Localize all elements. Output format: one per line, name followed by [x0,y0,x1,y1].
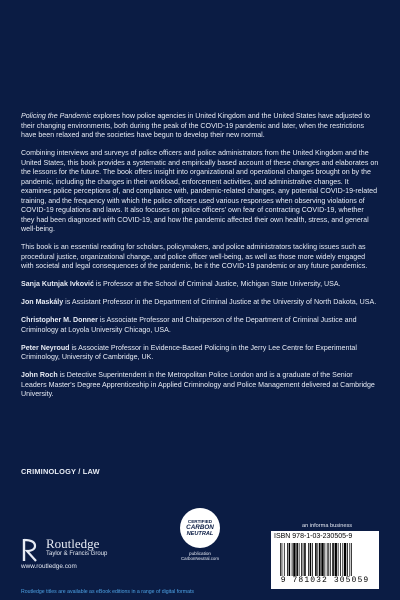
publisher-block [21,537,107,571]
publisher-group: Taylor & Francis Group [46,551,108,557]
carbon-neutral-logo [178,508,222,580]
back-cover-text [21,112,379,408]
subject-category: CRIMINOLOGY / LAW [21,467,100,476]
publisher-url: www.routledge.com [21,563,77,570]
carbon-neutral-publication: publication [189,551,211,556]
author-name: Peter Neyroud [21,343,70,352]
author-bio: Sanja Kutnjak Ivković is Professor at the School of Criminal Justice, Michigan State University, USA. [21,280,341,288]
author-name: Sanja Kutnjak Ivković [21,280,94,288]
book-title: Policing the Pandemic [21,112,92,120]
routledge-logo-icon [21,537,41,563]
author-bio: Jon Maskály is Assistant Professor in the Department of Criminal Justice at the University of North Dakota, USA. [21,298,377,306]
informa-tagline: an informa business [302,523,353,529]
blurb-paragraph-2: Combining interviews and surveys of police officers and police administrators from the United Kingdom and the United States, this book provides a systematic and empirically based account of these changes and elaborates on the lessons for the future. The book offers insight into organizational and operational changes brought on by the pandemic, including the changes in their workload, enforcement activities, and administrative changes. It examines police perceptions of, and compliance with, pandemic-related changes, any potential COVID-19-related training, and the frequency with which the police officers used various responses when observing violations of COVID-19 regulations and laws. It also focuses on police officers' own fear of contracting COVID-19, whether they had been diagnosed with COVID-19, and how the pandemic affected their own health, stress, and general well-being. [21,149,379,233]
carbon-neutral-url: CarbonNeutral.com [180,556,220,561]
isbn-text: ISBN 978-1-03-230505-9 [274,533,353,540]
barcode-digits: 9 781032 305059 [280,576,370,585]
author-name: Jon Maskály [21,298,64,306]
ebook-footer-note: Routledge titles are available as eBook editions in a range of digital formats [21,589,195,595]
author-bio: Christopher M. Donner is Associate Professor and Chairperson of the Department of Criminal Justice and Criminology at Loyola University Chicago, USA. [21,316,357,334]
blurb-paragraph-1: Policing the Pandemic explores how police agencies in United Kingdom and the United States have adjusted to their changing environments, both during the peak of the COVID-19 pandemic and later, when the restrictions have been relaxed and the societies have begun to develop their new normal. [21,112,371,139]
blurb-paragraph-3: This book is an essential reading for scholars, policymakers, and police administrators tackling issues such as procedural justice, organizational change, and police officer well-being, as well as those more widely engaged with societal and legal consequences of the pandemic, be it the COVID-19 pandemic or any future pandemics. [21,243,368,270]
author-name: John Roch [21,371,58,379]
author-name: Christopher M. Donner [21,316,98,324]
barcode-bars-icon [280,543,375,576]
publisher-name: Routledge [46,536,100,551]
carbon-neutral-badge-icon: CERTIFIED CARBON NEUTRAL [180,508,220,548]
author-bio: John Roch is Detective Superintendent in the Metropolitan Police London and is a graduate of the Senior Leaders Master's Degree Apprenticeship in Applied Criminology and Police Management delivered at Cambridge University. [21,371,375,398]
author-bio: Peter Neyroud is Associate Professor in Evidence-Based Policing in the Jerry Lee Centre for Experimental Criminology, University of Cambridge, UK. [21,343,357,361]
isbn-barcode [271,531,379,589]
